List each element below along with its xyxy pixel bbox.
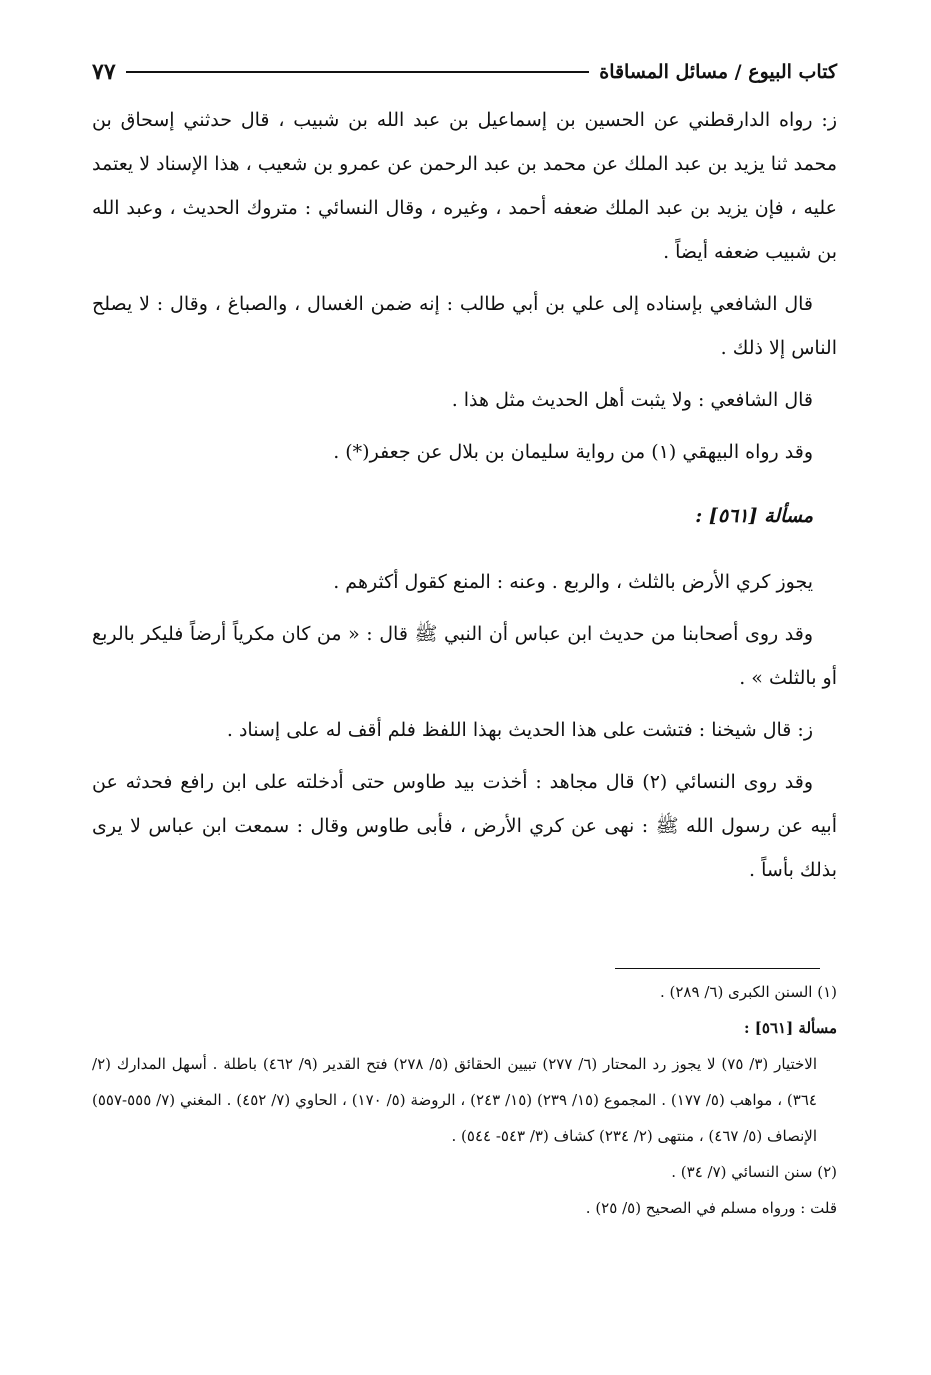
masala-heading: مسألة [٥٦١] : bbox=[695, 505, 813, 527]
footnote-1: (١) السنن الكبرى (٦/ ٢٨٩) . bbox=[659, 983, 837, 1001]
paragraph-3: قال الشافعي : ولا يثبت أهل الحديث مثل هذا . bbox=[451, 389, 813, 411]
page-header bbox=[92, 52, 837, 92]
paragraph-7: ز: قال شيخنا : فتشت على هذا الحديث بهذا اللفظ فلم أقف له على إسناد . bbox=[226, 719, 813, 741]
footnote-masala-heading: مسألة [٥٦١] : bbox=[744, 1019, 837, 1037]
paragraph-5: يجوز كري الأرض بالثلث ، والربع . وعنه : المنع كقول أكثرهم . bbox=[333, 571, 813, 593]
footnote-separator bbox=[615, 968, 820, 969]
main-text bbox=[92, 98, 837, 900]
paragraph-4: وقد رواه البيهقي (١) من رواية سليمان بن بلال عن جعفر(*) . bbox=[333, 441, 813, 463]
paragraph-8: وقد روى النسائي (٢) قال مجاهد : أخذت بيد طاوس حتى أدخلته على ابن رافع فحدثه عن أبيه عن رسول الله ﷺ : نهى عن كري الأرض ، فأبى طاوس وقال : سمعت ابن عباس لا يرى بذلك بأساً . bbox=[92, 771, 837, 881]
paragraph-1: ز: رواه الدارقطني عن الحسين بن إسماعيل بن عبد الله بن شبيب ، قال حدثني إسحاق بن محمد ثنا يزيد بن عبد الملك عن محمد بن عبد الرحمن عن عمرو بن شعيب ، هذا الإسناد لا يعتمد عليه ، فإن يزيد بن عبد الملك ضعفه أحمد ، وغيره ، وقال النسائي : متروك الحديث ، وعبد الله بن شبيب ضعفه أيضاً . bbox=[92, 109, 837, 263]
page-number: ٧٧ bbox=[92, 59, 116, 85]
footnote-masala-references: الاختيار (٣/ ٧٥) لا يجوز رد المحتار (٦/ ٢٧٧) تبيين الحقائق (٥/ ٢٧٨) فتح القدير (٩/ ٤٦٢) باطلة . أسهل المدارك (٢/ ٣٦٤) ، مواهب (٥/ ١٧٧) . المجموع (١٥/ ٢٣٩) (١٥/ ٢٤٣) ، الروضة (٥/ ١٧٠) ، الحاوي (٧/ ٤٥٢) . المغني (٧/ ٥٥٥-٥٥٧) الإنصاف (٥/ ٤٦٧) ، منتهى (٢/ ٢٣٤) كشاف (٣/ ٥٤٣- ٥٤٤) . bbox=[92, 1055, 817, 1145]
running-title: كتاب البيوع / مسائل المساقاة bbox=[599, 61, 837, 83]
paragraph-6: وقد روى أصحابنا من حديث ابن عباس أن النبي ﷺ قال : « من كان مكرياً أرضاً فليكر بالربع أو بالثلث » . bbox=[92, 623, 837, 689]
footnote-2: (٢) سنن النسائي (٧/ ٣٤) . bbox=[671, 1163, 837, 1181]
header-rule bbox=[126, 71, 590, 73]
footnote-qult: قلت : ورواه مسلم في الصحيح (٥/ ٢٥) . bbox=[585, 1199, 837, 1217]
paragraph-2: قال الشافعي بإسناده إلى علي بن أبي طالب : إنه ضمن الغسال ، والصباغ ، وقال : لا يصلح الناس إلا ذلك . bbox=[92, 293, 837, 359]
footnotes bbox=[92, 974, 837, 1226]
